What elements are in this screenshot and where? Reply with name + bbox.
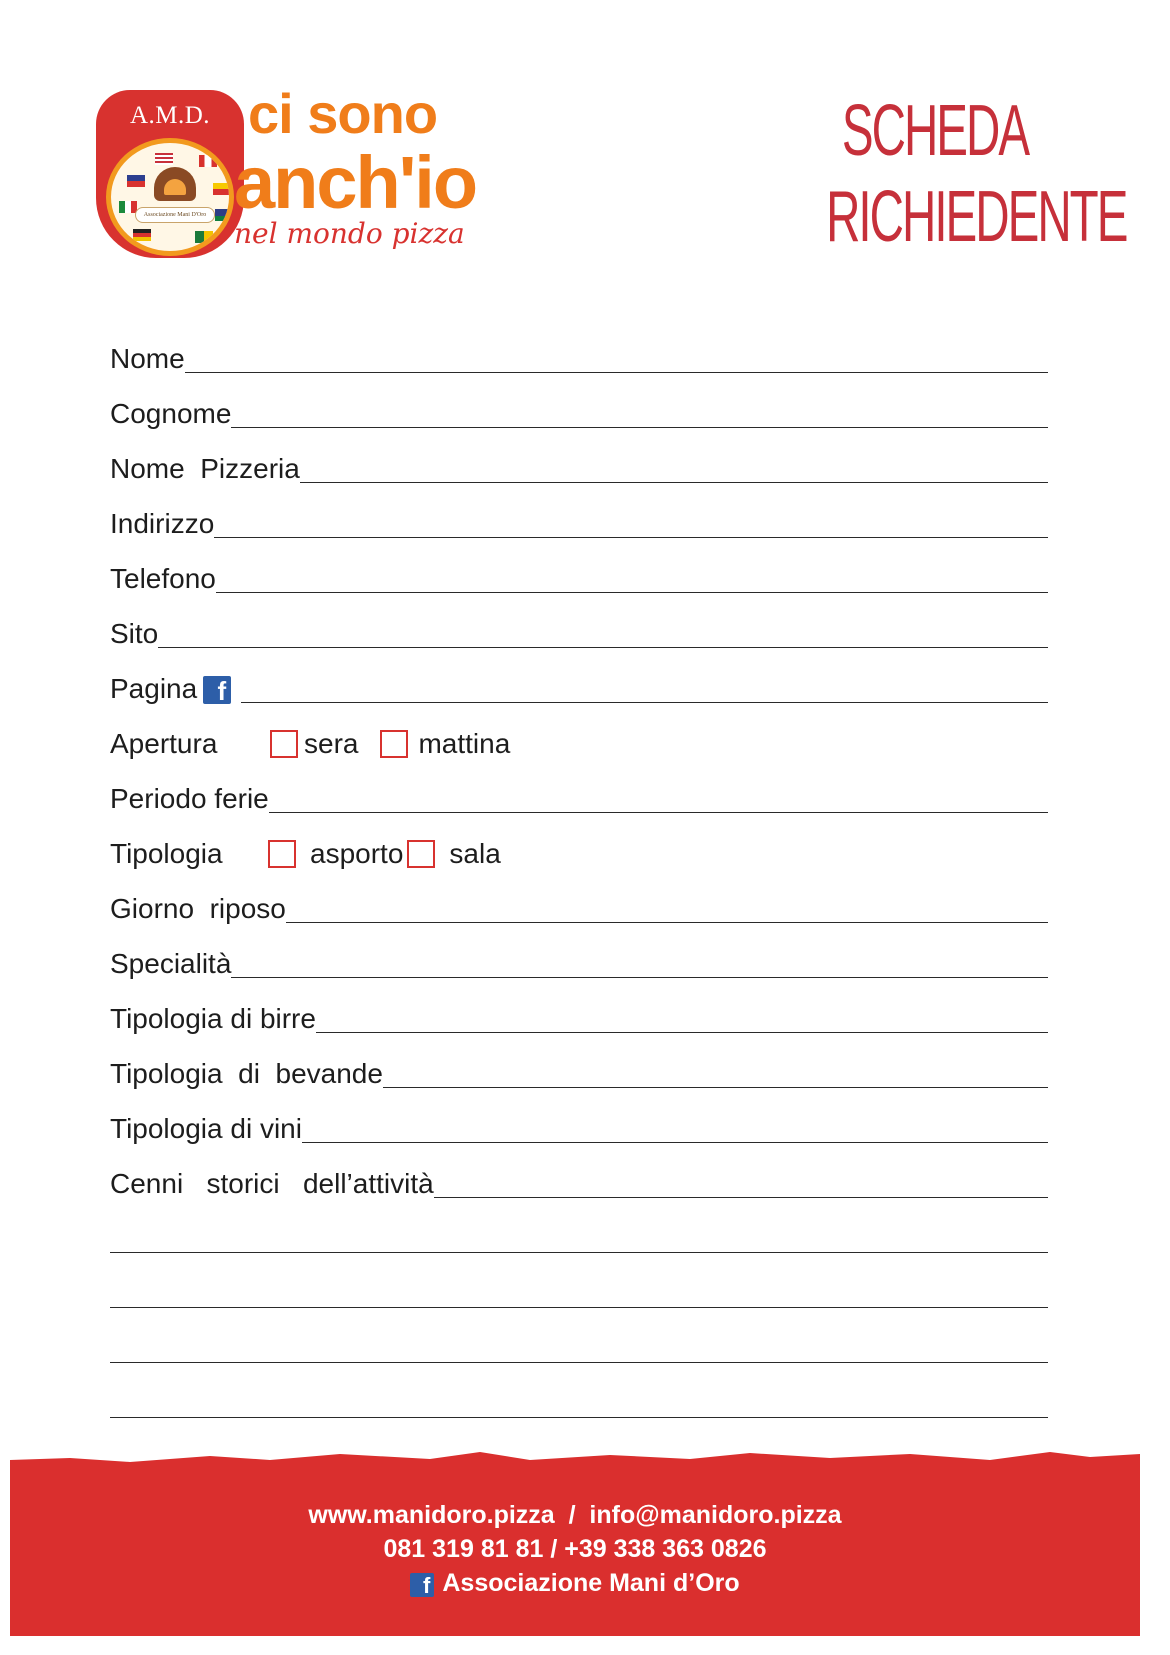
option-label: sera (304, 728, 359, 759)
footer-contacts (10, 1468, 1140, 1600)
field-telefono (110, 542, 1048, 597)
logo-tagline: nel mondo pizza (234, 217, 465, 250)
nome-pizzeria-input-line[interactable] (300, 453, 1048, 483)
checkbox-sala[interactable] (407, 840, 435, 868)
cenni-storici-extra-line[interactable] (110, 1388, 1048, 1418)
blank-line-row (110, 1312, 1048, 1367)
field-cognome (110, 377, 1048, 432)
field-label: Cognome (110, 398, 232, 429)
field-cenni-storici (110, 1147, 1048, 1202)
logo-badge-text: A.M.D. (129, 102, 211, 129)
field-indirizzo (110, 487, 1048, 542)
logo-text-line1: ci sono (248, 82, 438, 145)
page-title (826, 88, 1127, 260)
bevande-input-line[interactable] (383, 1058, 1048, 1088)
flag-icon (155, 153, 173, 165)
field-label: Telefono (110, 563, 216, 594)
field-giorno-riposo (110, 872, 1048, 927)
field-pagina (110, 652, 1048, 707)
vini-input-line[interactable] (302, 1113, 1048, 1143)
periodo-ferie-input-line[interactable] (269, 783, 1048, 813)
field-label: Tipologia di bevande (110, 1058, 383, 1089)
flag-icon (127, 175, 145, 187)
request-form (110, 322, 1048, 1422)
field-nome-pizzeria (110, 432, 1048, 487)
footer-facebook[interactable] (10, 1566, 1140, 1600)
field-label: Sito (110, 618, 159, 649)
sito-input-line[interactable] (158, 618, 1048, 648)
telefono-input-line[interactable] (216, 563, 1048, 593)
footer (10, 1468, 1140, 1636)
field-label: Indirizzo (110, 508, 215, 539)
page-title-line2: RICHIEDENTE (826, 177, 1127, 257)
field-label: Tipologia (110, 838, 223, 869)
field-periodo-ferie (110, 762, 1048, 817)
cenni-storici-input-line[interactable] (434, 1168, 1048, 1198)
flag-icon (119, 201, 137, 213)
field-label: Cenni storici dell’attività (110, 1168, 434, 1199)
flag-icon (133, 229, 151, 241)
field-specialita (110, 927, 1048, 982)
nome-input-line[interactable] (185, 343, 1048, 373)
logo-badge (96, 90, 244, 258)
field-label: Nome Pizzeria (110, 453, 300, 484)
cenni-storici-extra-line[interactable] (110, 1223, 1048, 1253)
option-label: sala (449, 838, 501, 869)
pagina-input-line[interactable] (241, 673, 1048, 703)
blank-line-row (110, 1367, 1048, 1422)
field-label: Apertura (110, 728, 218, 759)
checkbox-mattina[interactable] (380, 730, 408, 758)
logo (96, 80, 516, 280)
footer-facebook-label: Associazione Mani d’Oro (442, 1569, 740, 1597)
field-apertura (110, 707, 1048, 762)
cenni-storici-extra-line[interactable] (110, 1278, 1048, 1308)
blank-line-row (110, 1257, 1048, 1312)
flag-icon (195, 231, 213, 243)
flag-icon (213, 183, 231, 195)
giorno-riposo-input-line[interactable] (286, 893, 1048, 923)
page-title-line1: SCHEDA (841, 91, 1029, 171)
field-birre (110, 982, 1048, 1037)
field-label: Periodo ferie (110, 783, 269, 814)
field-label: Tipologia di birre (110, 1003, 316, 1034)
footer-web-link[interactable]: www.manidoro.pizza / info@manidoro.pizza (308, 1501, 842, 1529)
field-vini (110, 1092, 1048, 1147)
cenni-storici-extra-line[interactable] (110, 1333, 1048, 1363)
birre-input-line[interactable] (316, 1003, 1048, 1033)
checkbox-sera[interactable] (270, 730, 298, 758)
blank-line-row (110, 1202, 1048, 1257)
footer-brush-edge (10, 1448, 1140, 1470)
logo-emblem (106, 138, 234, 256)
facebook-icon: f (410, 1573, 434, 1597)
checkbox-asporto[interactable] (268, 840, 296, 868)
option-label: asporto (310, 838, 404, 869)
field-label: Pagina (110, 673, 198, 704)
flag-icon (215, 209, 233, 221)
facebook-icon: f (203, 676, 231, 704)
logo-plate: Associazione Mani D'Oro (135, 207, 215, 223)
field-tipologia (110, 817, 1048, 872)
specialita-input-line[interactable] (231, 948, 1048, 978)
footer-phones: 081 319 81 81 / +39 338 363 0826 (383, 1535, 767, 1563)
field-label: Giorno riposo (110, 893, 286, 924)
field-bevande (110, 1037, 1048, 1092)
flag-icon (199, 155, 217, 167)
indirizzo-input-line[interactable] (214, 508, 1048, 538)
field-label: Specialità (110, 948, 232, 979)
field-sito (110, 597, 1048, 652)
field-label: Tipologia di vini (110, 1113, 302, 1144)
option-label: mattina (418, 728, 511, 759)
cognome-input-line[interactable] (231, 398, 1048, 428)
pizza-oven-icon (154, 167, 196, 201)
field-label: Nome (110, 343, 185, 374)
field-nome (110, 322, 1048, 377)
logo-text-line2: anch'io (234, 141, 477, 224)
